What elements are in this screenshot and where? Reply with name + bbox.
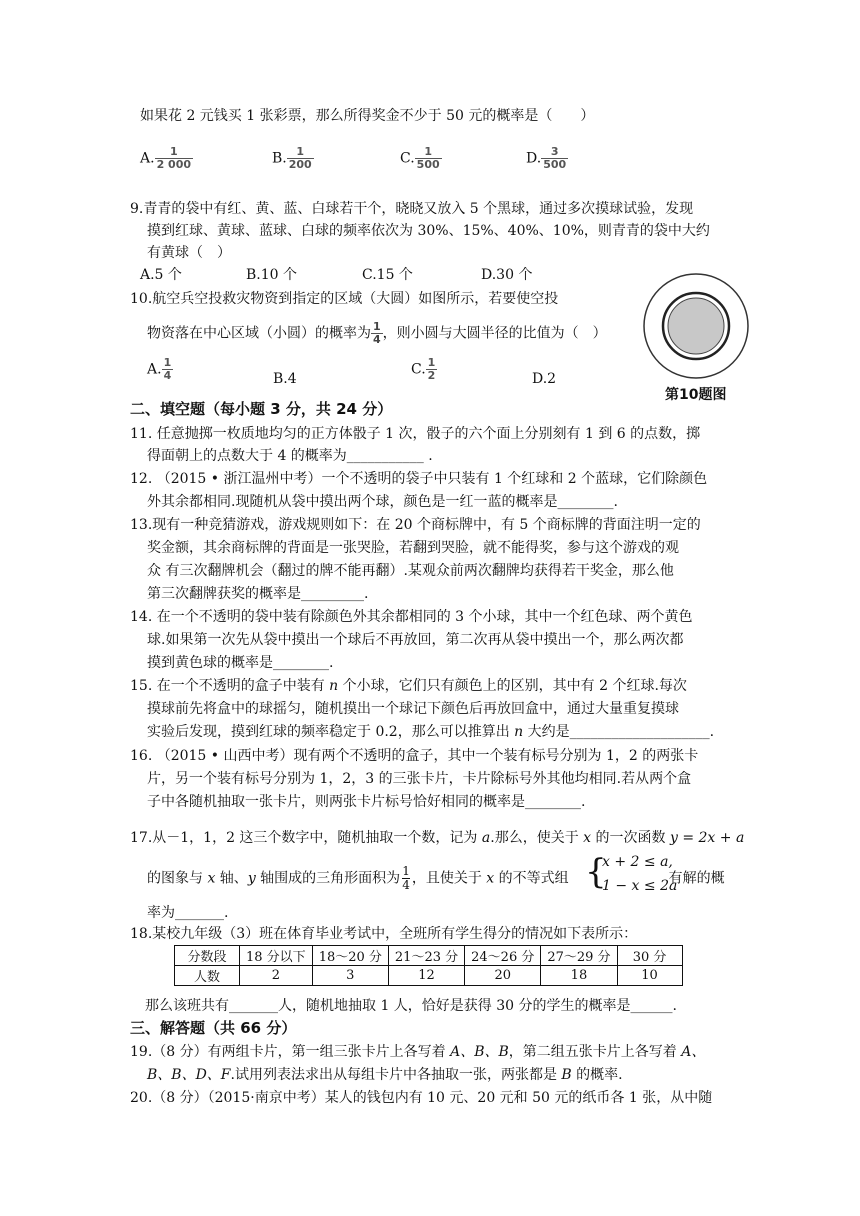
- table-cell: 人数: [175, 966, 240, 986]
- table-cell: 30 分: [617, 946, 682, 966]
- q19-line2: B、B、D、F.试用列表法求出从每组卡片中各抽取一张，两张都是 B 的概率.: [147, 1067, 623, 1083]
- section-3-heading: 三、解答题（共 66 分）: [130, 1019, 297, 1037]
- table-cell: 20: [465, 966, 541, 986]
- q19-line1: 19.（8 分）有两组卡片，第一组三张卡片上各写着 A、B、B，第二组五张卡片上各写着 A、: [130, 1044, 706, 1060]
- table-cell: 18～20 分: [312, 946, 388, 966]
- q8-option-d: D. $\frac{3}{500}$: [526, 145, 567, 171]
- q15-line2: 摸球前先将盒中的球摇匀，随机摸出一个球记下颜色后再放回盒中，通过大量重复摸球: [147, 701, 679, 717]
- q9-line2: 摸到红球、黄球、蓝球、白球的频率依次为 30%、15%、40%、10%，则青青的袋中大约: [147, 223, 710, 239]
- q10-line2: 物资落在中心区域（小圆）的概率为 $\frac{1}{4}$ ，则小圆与大圆半径的比值为（ ）: [147, 320, 607, 346]
- table-cell: 21～23 分: [388, 946, 464, 966]
- section-2-heading: 二、填空题（每小题 3 分，共 24 分）: [130, 400, 393, 418]
- q17-line3: 率为_______.: [147, 905, 229, 921]
- inequality-1: x + 2 ≤ a,: [602, 854, 673, 870]
- table-cell: 分数段: [175, 946, 240, 966]
- small-circle: [668, 298, 724, 354]
- table-cell: 18: [541, 966, 617, 986]
- q8-stem: 如果花 2 元钱买 1 张彩票，那么所得奖金不少于 50 元的概率是（ ）: [140, 108, 595, 124]
- q10-target-figure: [640, 270, 752, 382]
- q10-option-b: B.4: [273, 371, 297, 387]
- q15-line3: 实验后发现，摸到红球的频率稳定于 0.2，那么可以推算出 n 大约是____________________.: [147, 724, 715, 740]
- table-cell: 10: [617, 966, 682, 986]
- q20-line1: 20.（8 分）（2015·南京中考）某人的钱包内有 10 元、20 元和 50 元的纸币各 1 张，从中随: [130, 1090, 713, 1106]
- q16-line3: 子中各随机抽取一张卡片，则两张卡片标号恰好相同的概率是________.: [147, 794, 586, 810]
- q8-option-c: C. $\frac{1}{500}$: [400, 145, 440, 171]
- table-cell: 18 分以下: [240, 946, 313, 966]
- inequality-brace: {: [585, 852, 607, 892]
- q11-line2: 得面朝上的点数大于 4 的概率为___________ .: [147, 448, 433, 464]
- q16-line2: 片，另一个装有标号分别为 1，2，3 的三张卡片，卡片除标号外其他均相同.若从两个盒: [147, 771, 692, 787]
- q14-line2: 球.如果第一次先从袋中摸出一个球后不再放回，第二次再从袋中摸出一个，那么两次都: [147, 632, 684, 648]
- q9-option-d: D.30 个: [481, 267, 533, 283]
- q10-figure-caption: 第10题图: [665, 387, 727, 403]
- q13-line4: 第三次翻牌获奖的概率是_________.: [147, 586, 369, 602]
- q12-line1: 12. （2015 • 浙江温州中考）一个不透明的袋子中只装有 1 个红球和 2 个蓝球，它们除颜色: [130, 471, 708, 487]
- q9-line1: 9.青青的袋中有红、黄、蓝、白球若干个，晓晓又放入 5 个黑球，通过多次摸球试验，发现: [130, 201, 694, 217]
- q8-option-b: B. $\frac{1}{200}$: [272, 145, 312, 171]
- q9-option-c: C.15 个: [362, 267, 413, 283]
- table-row: [175, 966, 683, 986]
- q8-option-a: A. $\frac{1}{2 000}$: [140, 145, 192, 171]
- q12-line2: 外其余都相同.现随机从袋中摸出两个球，颜色是一红一蓝的概率是________.: [147, 494, 618, 510]
- inequality-2: 1 − x ≤ 2a: [602, 878, 678, 894]
- q18-line2: 那么该班共有_______人，随机地抽取 1 人，恰好是获得 30 分的学生的概率是______.: [145, 998, 677, 1014]
- q14-line1: 14. 在一个不透明的袋中装有除颜色外其余都相同的 3 个小球，其中一个红色球、两个黄色: [130, 609, 693, 625]
- q10-option-a: A. $\frac{1}{4}$: [147, 356, 172, 382]
- q17-line1: 17.从－1，1，2 这三个数字中，随机抽取一个数，记为 a.那么，使关于 x 的一次函数 y = 2x + a: [130, 830, 745, 846]
- q9-line3: 有黄球（ ）: [147, 245, 231, 261]
- table-cell: 27～29 分: [541, 946, 617, 966]
- table-cell: 12: [388, 966, 464, 986]
- q9-option-b: B.10 个: [246, 267, 298, 283]
- q10-option-d: D.2: [532, 371, 557, 387]
- q10-option-c: C. $\frac{1}{2}$: [411, 356, 436, 382]
- q13-line1: 13.现有一种竞猜游戏，游戏规则如下：在 20 个商标牌中，有 5 个商标牌的背面注明一定的: [130, 517, 701, 533]
- score-table: [174, 945, 683, 986]
- q14-line3: 摸到黄色球的概率是________.: [147, 655, 334, 671]
- q10-line1: 10.航空兵空投救灾物资到指定的区域（大圆）如图所示，若要使空投: [130, 291, 559, 307]
- table-cell: 24～26 分: [465, 946, 541, 966]
- q17-line2: 的图象与 x 轴、y 轴围成的三角形面积为 $\frac{1}{4}$ ，且使关于 x 的不等式组 有解的概: [147, 864, 725, 892]
- q11-line1: 11. 任意抛掷一枚质地均匀的正方体骰子 1 次，骰子的六个面上分别刻有 1 到 6 的点数，掷: [130, 426, 701, 442]
- q16-line1: 16. （2015 • 山西中考）现有两个不透明的盒子，其中一个装有标号分别为 1，2 的两张卡: [130, 748, 699, 764]
- q13-line2: 奖金额，其余商标牌的背面是一张哭脸，若翻到哭脸，就不能得奖，参与这个游戏的观: [147, 540, 679, 556]
- q18-line1: 18.某校九年级（3）班在体育毕业考试中，全班所有学生得分的情况如下表所示：: [130, 926, 638, 942]
- q15-line1: 15. 在一个不透明的盒子中装有 n 个小球，它们只有颜色上的区别，其中有 2 个红球.每次: [130, 678, 687, 694]
- q9-option-a: A.5 个: [140, 267, 182, 283]
- table-cell: 2: [240, 966, 313, 986]
- q13-line3: 众 有三次翻牌机会（翻过的牌不能再翻）.某观众前两次翻牌均获得若干奖金，那么他: [147, 563, 674, 579]
- table-header-row: [175, 946, 683, 966]
- table-cell: 3: [312, 966, 388, 986]
